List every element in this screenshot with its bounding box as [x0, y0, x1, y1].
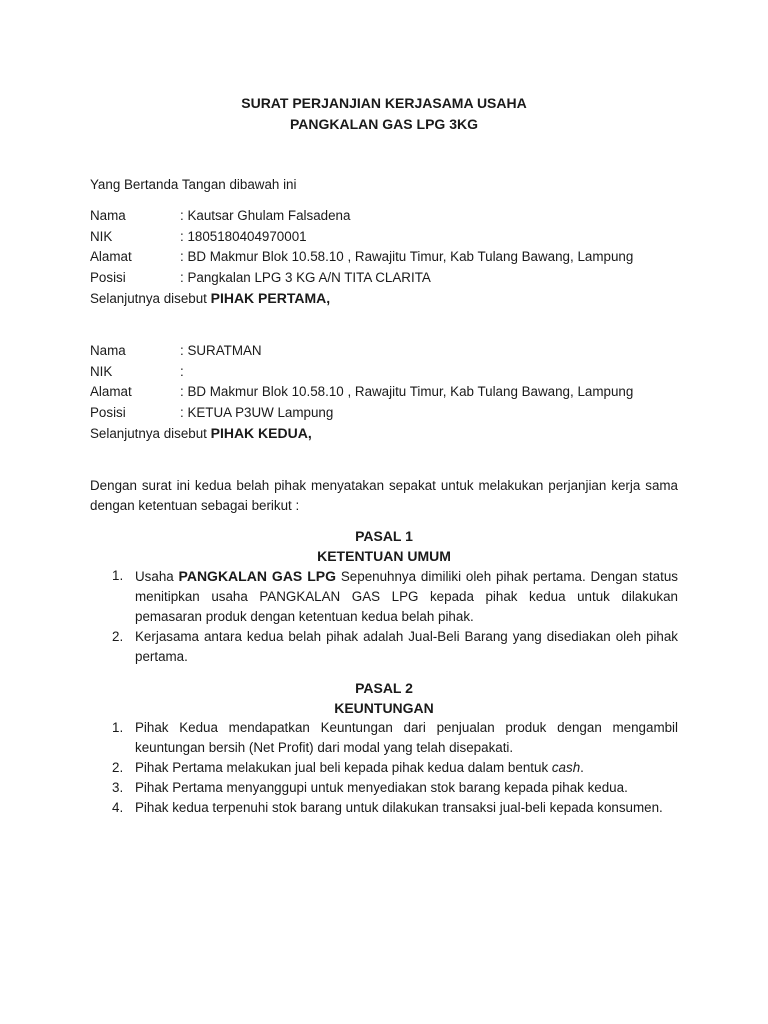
document-page	[90, 93, 678, 818]
clause-suffix: .	[580, 760, 584, 775]
party2-name-label: PIHAK KEDUA,	[210, 425, 312, 441]
party2-row-posisi	[90, 403, 678, 424]
party1-row-alamat	[90, 247, 678, 268]
list-item	[90, 798, 678, 818]
field-label: Alamat	[90, 384, 132, 399]
field-label: Nama	[90, 208, 126, 223]
pasal2-number: PASAL 2	[355, 680, 413, 696]
document-title-line2: PANGKALAN GAS LPG 3KG	[290, 116, 478, 132]
list-number: 2.	[112, 629, 124, 644]
intro-text: Yang Bertanda Tangan dibawah ini	[90, 177, 297, 192]
clause-text: Pihak kedua terpenuhi stok barang untuk dilakukan transaksi jual-beli kepada konsumen.	[135, 800, 663, 815]
list-item	[90, 566, 678, 627]
clause-text: Kerjasama antara kedua belah pihak adalah Jual-Beli Barang yang disediakan oleh pihak pertama.	[135, 629, 678, 664]
field-value: : 1805180404970001	[180, 228, 307, 244]
party1-block	[90, 206, 678, 309]
list-item	[90, 778, 678, 798]
pasal1-list	[90, 566, 678, 667]
field-value: : SURATMAN	[180, 343, 262, 358]
party2-row-nama	[90, 341, 678, 362]
party1-name-label: PIHAK PERTAMA,	[210, 290, 331, 306]
list-item	[90, 758, 678, 778]
field-label: NIK	[90, 228, 113, 244]
party1-row-posisi	[90, 268, 678, 289]
designation-prefix: Selanjutnya disebut	[90, 426, 211, 441]
field-label: Nama	[90, 343, 126, 358]
pasal1-heading: KETENTUAN UMUM	[317, 548, 451, 564]
field-value: : BD Makmur Blok 10.58.10 , Rawajitu Timur, Kab Tulang Bawang, Lampung	[180, 249, 634, 264]
clause-prefix: Usaha	[135, 569, 179, 584]
list-number: 1.	[112, 720, 124, 735]
designation-prefix: Selanjutnya disebut	[90, 291, 211, 306]
party1-row-nik	[90, 227, 678, 248]
list-item	[90, 718, 678, 758]
document-title-line1: SURAT PERJANJIAN KERJASAMA USAHA	[241, 95, 527, 111]
field-label: Alamat	[90, 249, 132, 264]
list-item	[90, 627, 678, 667]
party2-block	[90, 341, 678, 444]
agreement-statement: Dengan surat ini kedua belah pihak menyatakan sepakat untuk melakukan perjanjian kerja sama dengan ketentuan sebagai berikut :	[90, 478, 678, 513]
field-value: : BD Makmur Blok 10.58.10 , Rawajitu Timur, Kab Tulang Bawang, Lampung	[180, 384, 634, 399]
field-value: : KETUA P3UW Lampung	[180, 404, 334, 420]
party1-row-nama	[90, 206, 678, 227]
clause-italic: cash	[551, 760, 581, 775]
field-value: : Pangkalan LPG 3 KG A/N TITA CLARITA	[180, 269, 431, 285]
pasal2-list	[90, 718, 678, 818]
party2-row-alamat	[90, 382, 678, 403]
list-number: 1.	[112, 568, 124, 583]
list-number: 2.	[112, 760, 124, 775]
list-number: 3.	[112, 780, 124, 795]
clause-text: Pihak Pertama melakukan jual beli kepada pihak kedua dalam bentuk	[135, 760, 552, 775]
clause-text: Pihak Pertama menyanggupi untuk menyediakan stok barang kepada pihak kedua.	[135, 780, 628, 795]
clause-text: Sepenuhnya dimiliki oleh pihak pertama. Dengan status menitipkan usaha PANGKALAN GAS LPG kepada pihak kedua untuk dilakukan pemasaran produk dengan ketentuan kedua belah pihak.	[135, 569, 678, 624]
field-value: : Kautsar Ghulam Falsadena	[180, 208, 351, 223]
clause-emphasis: PANGKALAN GAS LPG	[178, 568, 337, 584]
party2-designation	[90, 423, 678, 444]
party2-row-nik	[90, 362, 678, 383]
pasal1-number: PASAL 1	[355, 528, 413, 544]
party1-designation	[90, 288, 678, 309]
pasal2-heading: KEUNTUNGAN	[334, 700, 434, 716]
list-number: 4.	[112, 800, 124, 815]
clause-text: Pihak Kedua mendapatkan Keuntungan dari penjualan produk dengan mengambil keuntungan bersih (Net Profit) dari modal yang telah disepakati.	[135, 720, 678, 755]
field-label: Posisi	[90, 404, 126, 420]
pasal2-section	[90, 678, 678, 818]
field-value: :	[180, 363, 184, 379]
pasal1-section	[90, 526, 678, 667]
field-label: Posisi	[90, 269, 126, 285]
field-label: NIK	[90, 363, 113, 379]
